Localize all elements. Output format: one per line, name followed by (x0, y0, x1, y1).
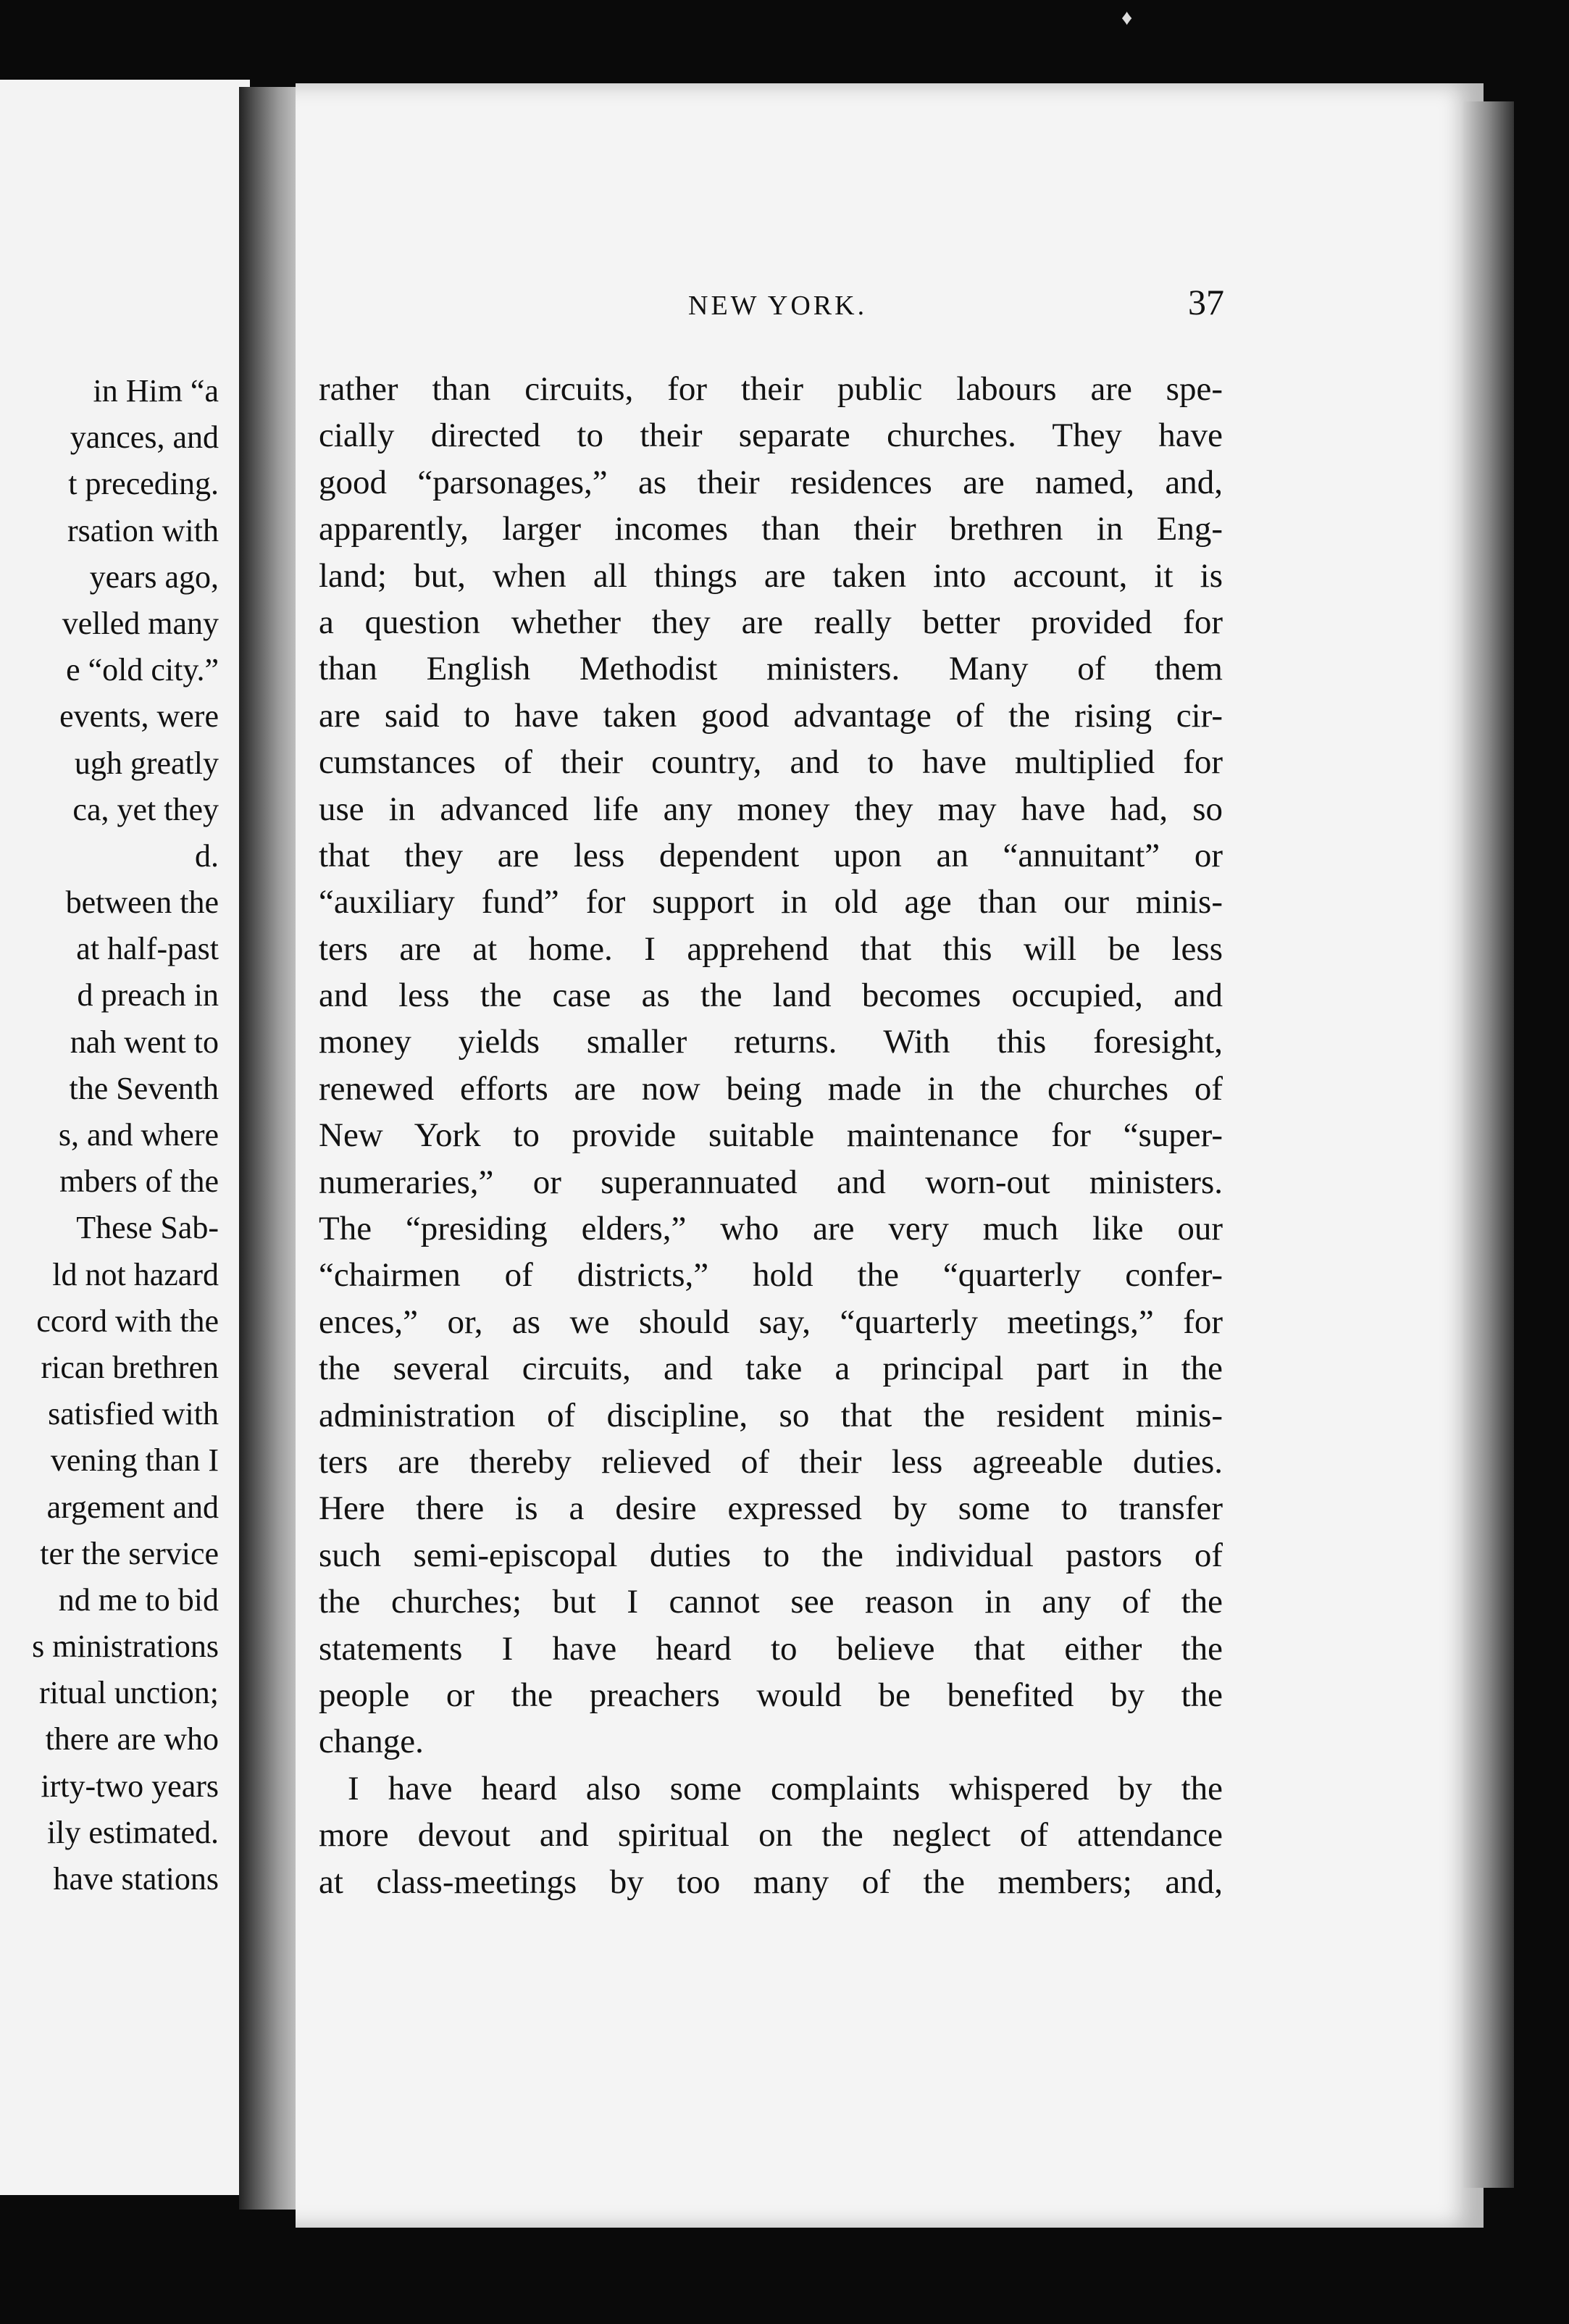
running-head: NEW YORK. (688, 290, 868, 321)
text-line: nd me to bid (58, 1581, 219, 1618)
text-line: e “old city.” (66, 652, 219, 688)
text-line: ences,” or, as we should say, “quarterly meetings,” for (319, 1303, 1223, 1341)
text-line: statements I have heard to believe that either the (319, 1629, 1223, 1668)
text-line: people or the preachers would be benefited by the (319, 1676, 1223, 1714)
text-line: that they are less dependent upon an “annuitant” or (319, 836, 1223, 874)
text-line: have stations (53, 1861, 219, 1897)
text-line: ter the service (40, 1535, 219, 1571)
left-page-text (0, 368, 239, 1902)
right-page-text (319, 366, 1223, 1905)
corner-mark: ♦ (1121, 6, 1133, 30)
text-line: money yields smaller returns. With this foresight, (319, 1023, 1223, 1061)
text-line: ld not hazard (52, 1256, 219, 1292)
text-line: d. (195, 837, 219, 874)
text-line: a question whether they are really better provided for (319, 603, 1223, 641)
text-line: ters are thereby relieved of their less agreeable duties. (319, 1442, 1223, 1481)
text-line: years ago, (89, 559, 219, 595)
text-line: “auxiliary fund” for support in old age than our minis- (319, 883, 1223, 921)
text-line: nah went to (70, 1024, 219, 1060)
text-line: rican brethren (41, 1349, 219, 1385)
text-line: apparently, larger incomes than their brethren in Eng- (319, 510, 1223, 548)
text-line: events, were (59, 698, 219, 735)
text-line: change. (319, 1723, 424, 1761)
text-line: the Seventh (69, 1070, 219, 1106)
text-line: d preach in (77, 977, 219, 1013)
text-line: cially directed to their separate churches. They have (319, 417, 1223, 455)
text-line: t preceding. (68, 466, 219, 502)
text-line: ca, yet they (72, 791, 219, 827)
text-line: rather than circuits, for their public labours are spe- (319, 370, 1223, 408)
text-line: there are who (45, 1721, 219, 1757)
text-line: and less the case as the land becomes occupied, and (319, 977, 1223, 1015)
text-line: the churches; but I cannot see reason in any of the (319, 1583, 1223, 1621)
text-line: renewed efforts are now being made in the churches of (319, 1069, 1223, 1108)
text-line: rsation with (67, 512, 219, 548)
text-line: the several circuits, and take a principal part in the (319, 1350, 1223, 1388)
text-line: are said to have taken good advantage of the rising cir- (319, 696, 1223, 735)
text-line: mbers of the (59, 1163, 219, 1200)
text-line: Here there is a desire expressed by some to transfer (319, 1489, 1223, 1528)
text-line: use in advanced life any money they may have had, so (319, 790, 1223, 828)
text-line: between the (65, 885, 219, 921)
text-line: than English Methodist ministers. Many of them (319, 650, 1223, 688)
text-line: cumstances of their country, and to have multiplied for (319, 743, 1223, 782)
text-line: satisfied with (48, 1396, 219, 1432)
text-line: ters are at home. I apprehend that this will be less (319, 929, 1223, 968)
page-number: 37 (1188, 282, 1224, 322)
text-line: “chairmen of districts,” hold the “quarterly confer- (319, 1256, 1223, 1295)
text-line: New York to provide suitable maintenance for “super- (319, 1116, 1223, 1155)
page-edge (1463, 101, 1514, 2188)
text-line: such semi-episcopal duties to the individual pastors of (319, 1536, 1223, 1574)
text-line: more devout and spiritual on the neglect of attendance (319, 1816, 1223, 1855)
text-line: ccord with the (36, 1303, 219, 1339)
text-line: ugh greatly (74, 745, 219, 781)
text-line: s ministrations (32, 1629, 219, 1665)
text-line: yances, and (70, 419, 219, 456)
text-line: velled many (62, 605, 219, 641)
text-line: s, and where (58, 1117, 219, 1153)
text-line: vening than I (50, 1442, 219, 1479)
text-line: argement and (46, 1489, 219, 1525)
text-line: irty-two years (41, 1768, 219, 1804)
text-line: at class-meetings by too many of the members; and, (319, 1863, 1223, 1901)
text-line: at half-past (76, 931, 219, 967)
text-line: These Sab- (76, 1210, 219, 1246)
text-line: land; but, when all things are taken into account, it is (319, 556, 1223, 595)
text-line: administration of discipline, so that the resident minis- (319, 1396, 1223, 1434)
text-line: ily estimated. (46, 1814, 219, 1850)
text-line: The “presiding elders,” who are very much like our (319, 1210, 1223, 1248)
text-line: ritual unction; (38, 1675, 219, 1711)
text-line: good “parsonages,” as their residences are named, and, (319, 463, 1223, 501)
text-line: in Him “a (93, 373, 219, 409)
text-line: I have heard also some complaints whispered by the (348, 1769, 1223, 1807)
text-line: numeraries,” or superannuated and worn-out ministers. (319, 1163, 1223, 1201)
